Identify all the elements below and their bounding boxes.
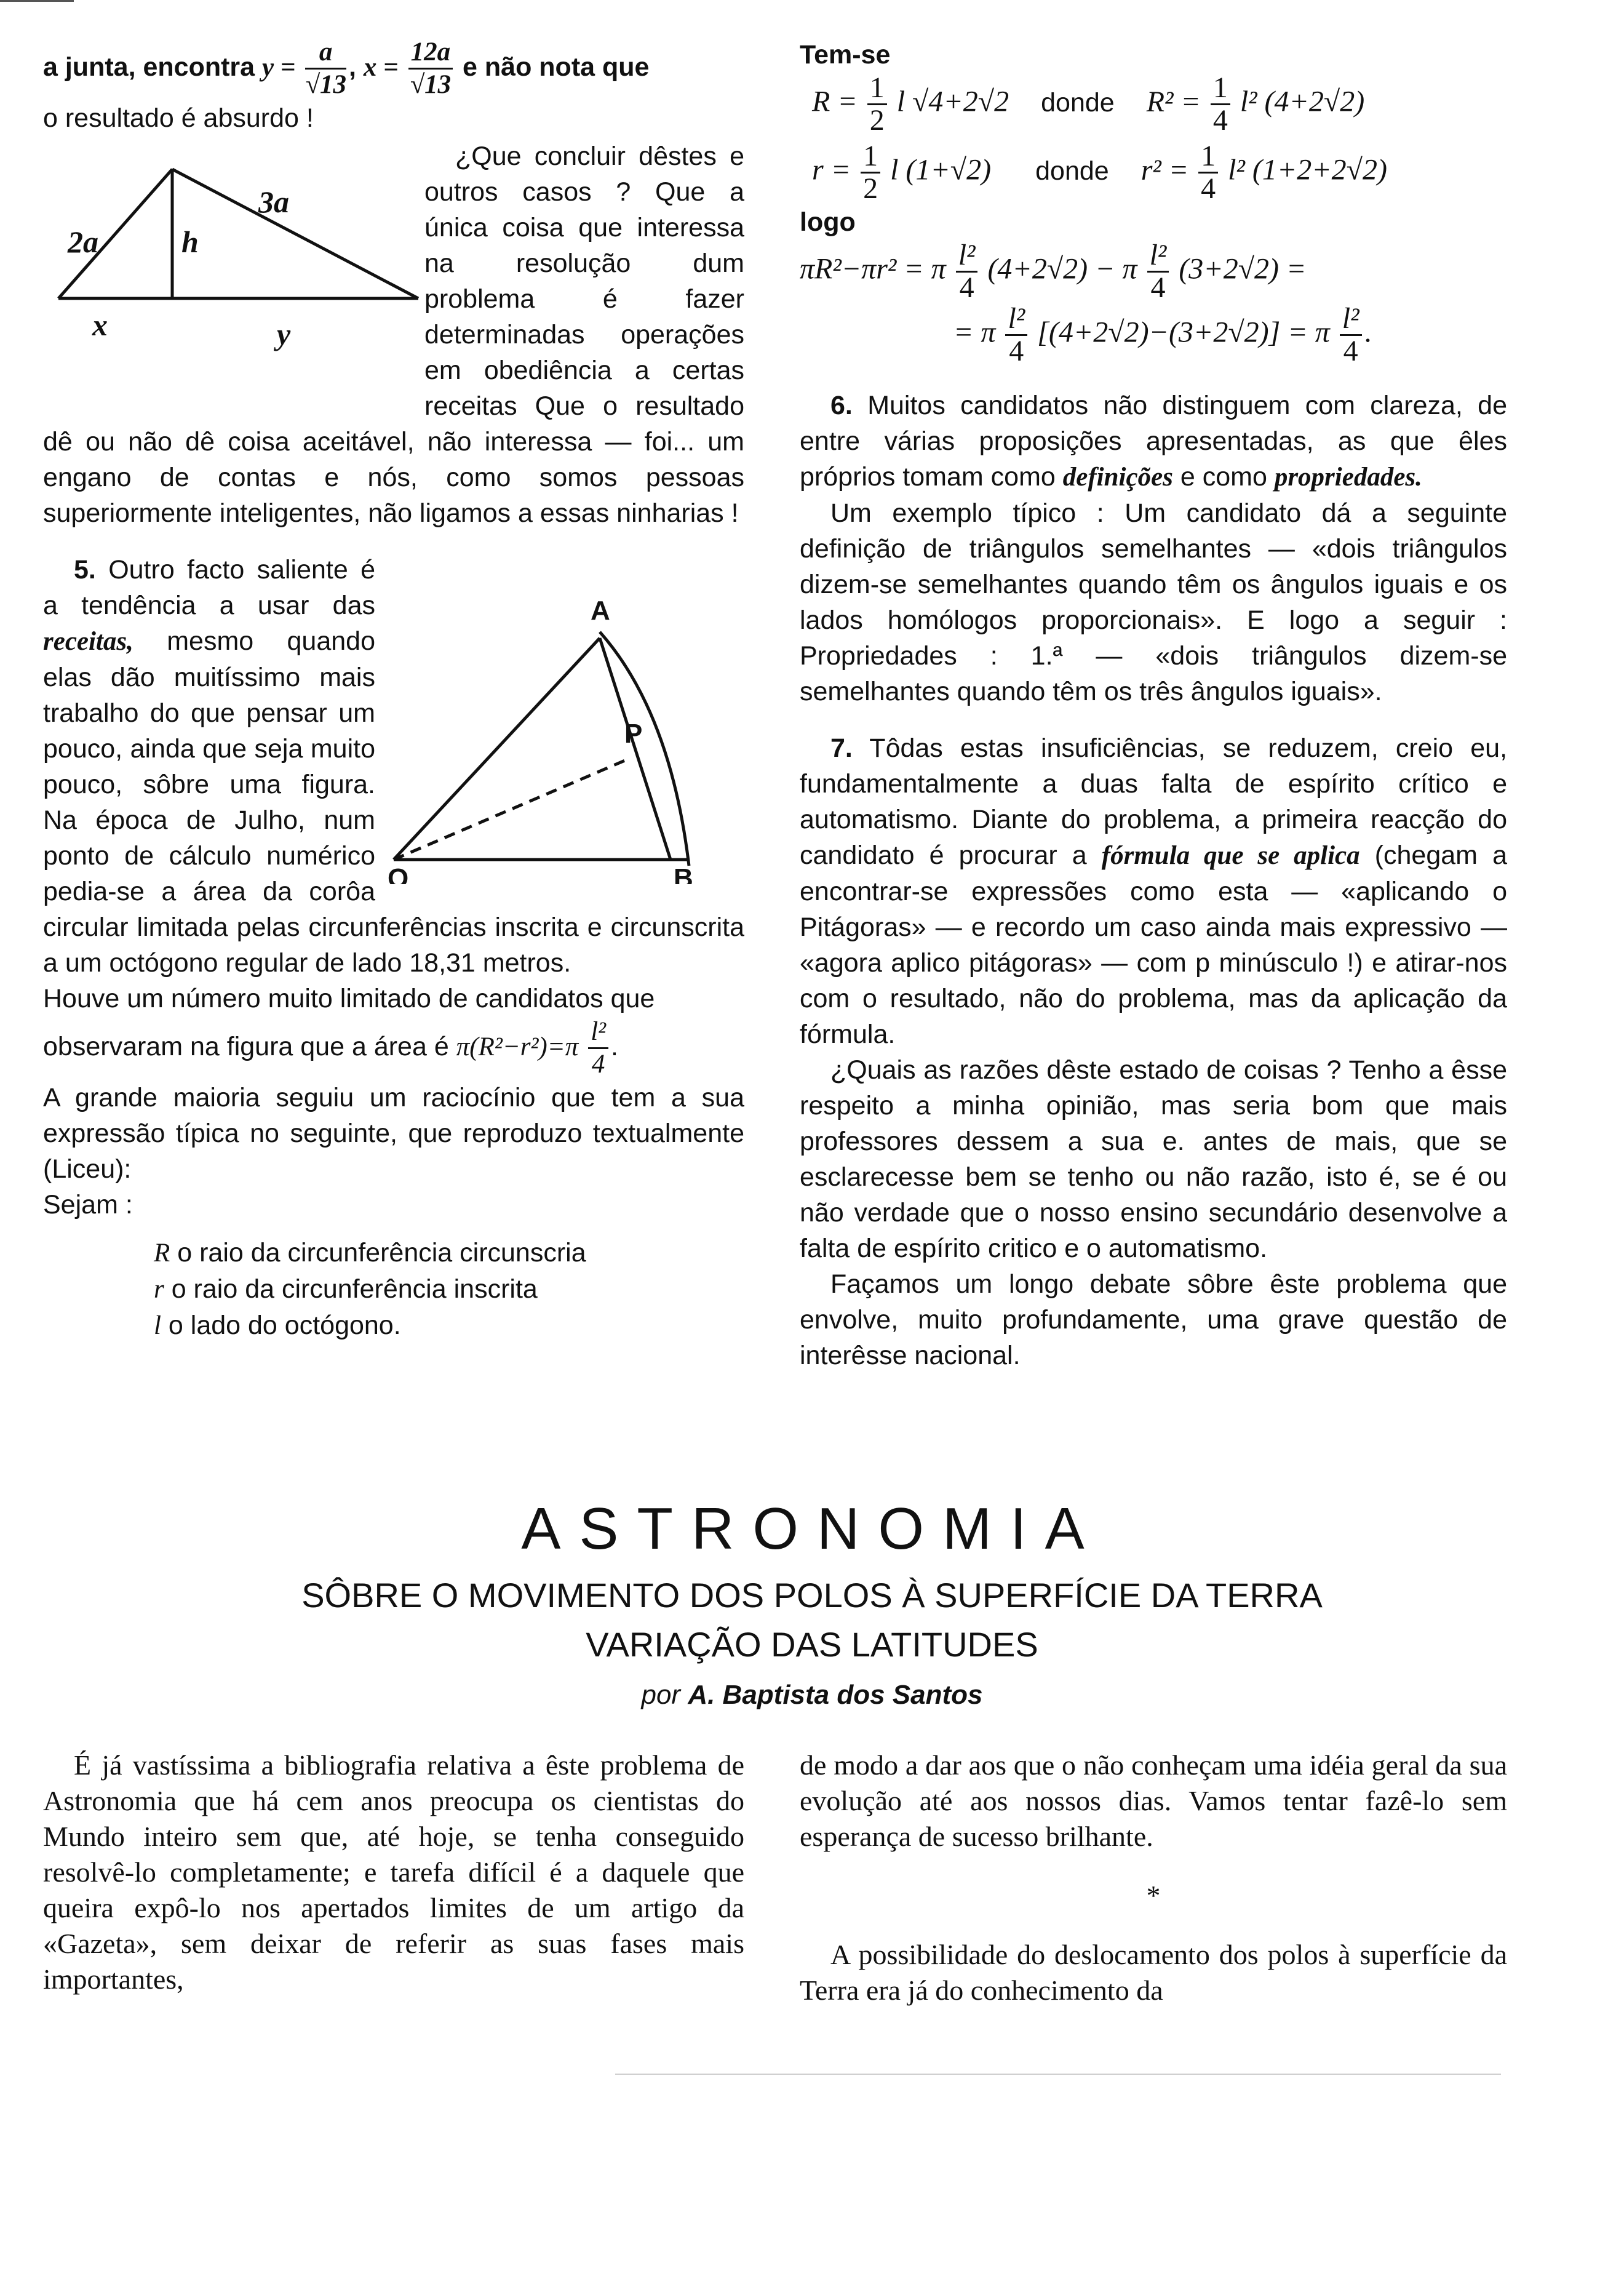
segment-OP-dashed [394,758,631,860]
paragraph-5: 5. Outro facto saliente é a tendência a usar das receitas, mesmo quando elas dão muitíssimo mais trabalho do que pensar um pouco, ainda que seja muito pouco, sôbre uma figura. Na época de Julho, num ponto de cálculo numérico pedia-se a área da corôa circular limitada pelas circunferências inscrita e circunscrita a um octógono regular de lado 18,31 metros. [43,552,744,981]
article-right-column [800,1747,1507,2008]
figure2-wrap-block [43,552,744,981]
triangle-diagram [43,138,437,397]
label-3a: 3a [258,185,289,219]
variable-R: R o raio da circunferência circunscria [154,1238,586,1268]
article-paragraph-3: A possibilidade do deslocamento dos polos à superfície da Terra era já do conhecimento da [800,1939,1507,2006]
right-column [800,37,1507,1373]
top-margin-mark [0,0,74,2]
paragraph-majority: A grande maioria seguiu um raciocínio que tem a sua expressão típica no seguinte, que reproduzo textualmente (Liceu): [43,1083,744,1184]
triangle-side-3a [172,169,418,298]
section-title: ASTRONOMIA [521,1496,1103,1562]
paragraph-6: 6. Muitos candidatos não distinguem com clareza, de entre várias proposições apresentadas, as que êles próprios tomam como definições e como propriedades. [800,391,1507,492]
label-A: A [591,596,610,626]
paragraph-reasons: ¿Quais as razões dêste estado de coisas ? Tenho a êsse respeito a minha opinião, mas seria bom que mais professores dessem a sua e. antes de mais, que se esclarecesse bem se tenho ou não razão, isto é, se é ou não verdade que o nosso ensino secundário desenvolve a falta de espírito critico e o automatismo. [800,1055,1507,1263]
fraction-a-over-root13: $\frac{a}{√13}$ [305,38,346,99]
tem-se: Tem-se [800,40,891,70]
label-P: P [624,719,643,749]
fraction-12a-over-root13: $\frac{12a}{√13}$ [408,37,453,100]
label-2a: 2a [68,225,98,259]
label-h: h [181,225,199,259]
variable-r: r o raio da circunferência inscrita [154,1274,538,1304]
label-y: y [277,317,291,351]
label-x: x [92,308,108,342]
segment-OA [394,638,600,860]
section-star: * [1146,1880,1161,1911]
bottom-rule [615,2074,1501,2075]
left-column [43,37,744,1344]
arc-circumscribed [600,632,689,866]
paragraph-debate: Façamos um longo debate sôbre êste problema que envolve, muito profundamente, uma grave questão de interêsse nacional. [800,1269,1507,1370]
paragraph-opening: a junta, encontra y = $\frac{a}{√13}$ , x = $\frac{12a}{√13}$ e não nota que [43,38,650,99]
section-subtitle-2: VARIAÇÃO DAS LATITUDES [586,1625,1038,1664]
paragraph-7: 7. Tôdas estas insuficiências, se reduzem, creio eu, fundamentalmente a duas falta de espírito crítico e automatismo. Diante do problema, a primeira reacção do candidato é procurar a fórmula que se aplica (chegam a encontrar-se expressões como esta — «aplicando o Pitágoras» — e recordo um caso ainda mais expressivo — «agora aplico pitágoras» — com p minúsculo !) e atirar-nos com o resultado, não do problema, mas da aplicação da fórmula. [800,733,1508,1049]
variable-l: l o lado do octógono. [154,1311,401,1340]
paragraph-conclusion: ¿Que concluir dêstes e outros casos ? Que a única coisa que interessa na resolução dum problema é fazer determinadas operações em obediência a certas receitas Que o resultado dê ou não dê coisa aceitável, não interessa — foi... um engano de contas e nós, como somos pessoas superiormente inteligentes, não ligamos a essas ninharias ! [43,138,744,531]
label-B: B [674,863,693,884]
figure1-wrap-block [43,138,744,531]
article-paragraph-1: É já vastíssima a bibliografia relativa a êste problema de Astronomia que há cem anos preocupa os cientistas do Mundo inteiro sem que, até hoje, se tenha conseguido resolvê-lo completamente; e tarefa difícil é a daquele que queira expô-lo nos apertados limites de um artigo da «Gazeta», sem deixar de referir as suas fases mais importantes, [43,1749,744,1995]
author-name: A. Baptista dos Santos [688,1680,983,1710]
figure-octagon-arc [381,552,744,884]
paragraph-area-formula: observaram na figura que a área é π(R²−r²)=π $\frac{\text{l²}}{4}$ . [43,1017,618,1079]
equation-area-1: πR²−πr² = π $\frac{\text{l²}}{4}$ (4+2√2) − π $\frac{\text{l²}}{4}$ (3+2√2) = [800,239,1307,304]
figure-triangle [43,138,437,397]
variable-list [154,1235,744,1344]
section-subtitle-1: SÔBRE O MOVIMENTO DOS POLOS À SUPERFÍCIE DA TERRA [301,1576,1323,1615]
fraction-l2-over-4: $\frac{\text{l²}}{4}$ [588,1016,608,1080]
paragraph-sejam: Sejam : [43,1190,133,1220]
article-paragraph-2: de modo a dar aos que o não conheçam uma idéia geral da sua evolução até aos nossos dias. Vamos tentar fazê-lo sem esperança de sucesso brilhante. [800,1749,1507,1852]
arc-diagram [381,552,744,884]
logo: logo [800,207,856,237]
equation-area-2: = π $\frac{\text{l²}}{4}$ [(4+2√2)−(3+2√2)] = π $\frac{\text{l²}}{4}$ . [953,302,1372,367]
equation-R: R = $\frac{1}{2}$ l √4+2√2 donde R² = $\frac{1}{4}$ l² (4+2√2) [812,71,1365,137]
paragraph-few-candidates: Houve um número muito limitado de candidatos que [43,984,655,1013]
paragraph-example: Um exemplo típico : Um candidato dá a seguinte definição de triângulos semelhantes — «dois triângulos dizem-se semelhantes quando têm os ângulos iguais e os lados homólogos proporcionais». E logo a seguir : Propriedades : 1.ª — «dois triângulos dizem-se semelhantes quando têm os três ângulos iguais». [800,498,1507,706]
segment-AB [600,638,671,860]
article-left-column [43,1747,744,1997]
byline: por A. Baptista dos Santos [641,1680,983,1710]
label-O: O [388,863,409,884]
paragraph-absurd: o resultado é absurdo ! [43,103,314,133]
equation-r: r = $\frac{1}{2}$ l (1+√2) donde r² = $\frac{1}{4}$ l² (1+2+2√2) [812,140,1387,205]
